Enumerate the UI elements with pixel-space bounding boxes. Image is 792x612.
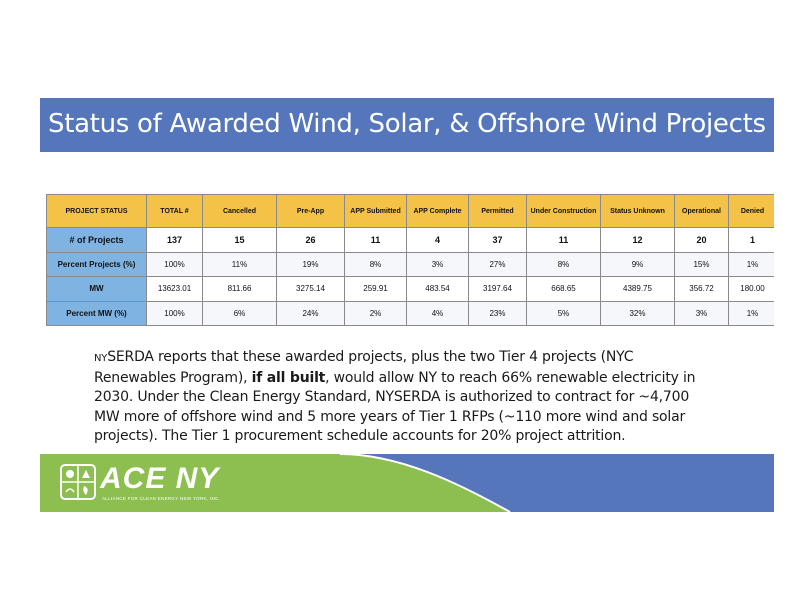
table-cell: 1% [729, 252, 775, 277]
column-header: Operational [675, 195, 729, 228]
table-cell: 15% [675, 252, 729, 277]
row-label: # of Projects [47, 228, 147, 253]
body-text-part1: SERDA reports that these awarded projects, plus the two Tier 4 projects (NYC Renewables Program), [94, 349, 634, 386]
table-cell: 19% [277, 252, 345, 277]
table-cell: 37 [469, 228, 527, 253]
table-header-row [47, 195, 775, 228]
table-cell: 137 [147, 228, 203, 253]
table-cell: 811.66 [203, 277, 277, 302]
project-status-table [46, 194, 774, 326]
ace-ny-logo [60, 464, 280, 508]
table-cell: 4% [407, 301, 469, 326]
table-cell: 1% [729, 301, 775, 326]
column-header: APP Complete [407, 195, 469, 228]
row-label: Percent Projects (%) [47, 252, 147, 277]
table-cell: 6% [203, 301, 277, 326]
table-cell: 4389.75 [601, 277, 675, 302]
table-cell: 11 [345, 228, 407, 253]
table-cell: 3% [407, 252, 469, 277]
table-cell: 11 [527, 228, 601, 253]
logo-wordmark: ACE NY [100, 462, 220, 495]
table-cell: 26 [277, 228, 345, 253]
table-row [47, 277, 775, 302]
column-header: APP Submitted [345, 195, 407, 228]
table-cell: 356.72 [675, 277, 729, 302]
body-prefix: NY [94, 353, 108, 364]
table-cell: 5% [527, 301, 601, 326]
table-cell: 4 [407, 228, 469, 253]
column-header: Cancelled [203, 195, 277, 228]
slide-title: Status of Awarded Wind, Solar, & Offshore Wind Projects [48, 109, 766, 139]
column-header: TOTAL # [147, 195, 203, 228]
table-cell: 8% [345, 252, 407, 277]
table-cell: 259.91 [345, 277, 407, 302]
table-row [47, 252, 775, 277]
table-cell: 23% [469, 301, 527, 326]
column-header: Denied [729, 195, 775, 228]
table-cell: 27% [469, 252, 527, 277]
table-row [47, 301, 775, 326]
table-cell: 100% [147, 301, 203, 326]
table-cell: 24% [277, 301, 345, 326]
column-header: Under Construction [527, 195, 601, 228]
row-label: MW [47, 277, 147, 302]
table-row [47, 228, 775, 253]
table-cell: 1 [729, 228, 775, 253]
table-cell: 2% [345, 301, 407, 326]
table-cell: 3197.64 [469, 277, 527, 302]
table-cell: 20 [675, 228, 729, 253]
clean-energy-icon [60, 464, 96, 500]
column-header: Permitted [469, 195, 527, 228]
table-cell: 3% [675, 301, 729, 326]
table-cell: 483.54 [407, 277, 469, 302]
table-cell: 12 [601, 228, 675, 253]
logo-tagline: ALLIANCE FOR CLEAN ENERGY NEW YORK, INC. [102, 496, 221, 501]
body-emphasis: if all built [251, 369, 326, 386]
title-bar [40, 98, 774, 152]
row-label: Percent MW (%) [47, 301, 147, 326]
slide [40, 72, 774, 512]
table-cell: 180.00 [729, 277, 775, 302]
table-cell: 100% [147, 252, 203, 277]
table-cell: 668.65 [527, 277, 601, 302]
table-cell: 8% [527, 252, 601, 277]
table-cell: 13623.01 [147, 277, 203, 302]
body-text-part2: , would allow NY to reach 66% renewable electricity in 2030. Under the Clean Energy Standard, NYSERDA is authorized to contract for ~4,700 MW more of offshore wind and 5 more years of Tier 1 RFPs (~110 more wind and solar projects). The Tier 1 procurement schedule accounts for 20% project attrition. [94, 369, 696, 444]
table-cell: 15 [203, 228, 277, 253]
column-header: PROJECT STATUS [47, 195, 147, 228]
table-cell: 9% [601, 252, 675, 277]
column-header: Status Unknown [601, 195, 675, 228]
body-paragraph [94, 348, 704, 447]
table-cell: 32% [601, 301, 675, 326]
table-cell: 3275.14 [277, 277, 345, 302]
column-header: Pre-App [277, 195, 345, 228]
table-cell: 11% [203, 252, 277, 277]
